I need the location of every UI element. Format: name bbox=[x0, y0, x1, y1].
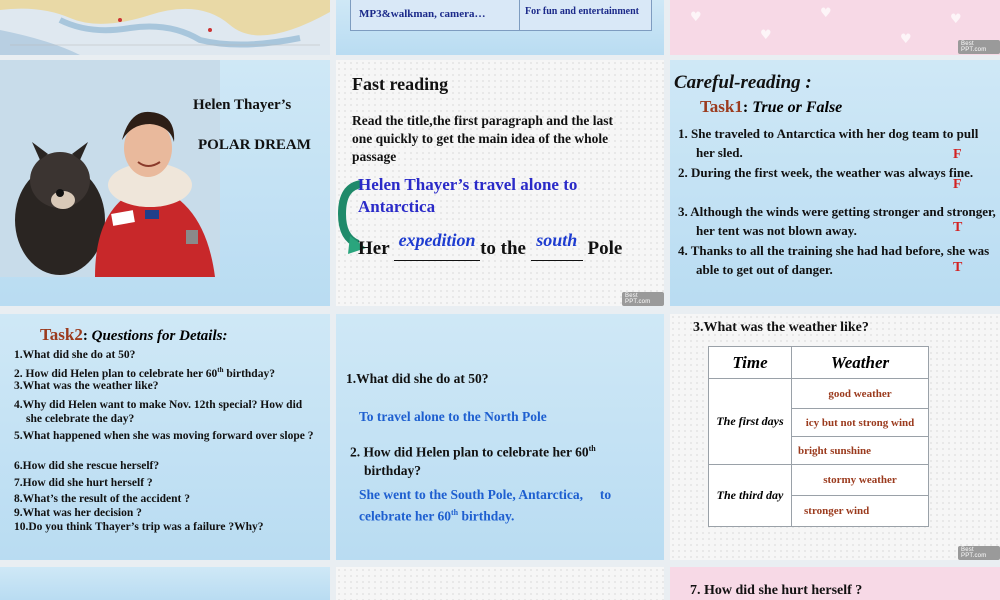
row-third-day: The third day bbox=[709, 465, 792, 527]
tf-answer: T bbox=[953, 260, 963, 275]
question-item: 7.How did she hurt herself ? bbox=[14, 477, 153, 489]
heart-icon: ♥ bbox=[760, 28, 772, 43]
slide-intro bbox=[0, 60, 330, 306]
row-first-days: The first days bbox=[709, 379, 792, 465]
bottom-question: 7. How did she hurt herself ? bbox=[690, 583, 863, 598]
tf-item: 1. She traveled to Antarctica with her dog team to pull her sled. bbox=[678, 126, 979, 160]
col-time-header: Time bbox=[709, 347, 792, 379]
sentence-word: Her bbox=[358, 238, 390, 259]
heart-icon: ♥ bbox=[690, 10, 702, 25]
fast-reading-heading: Fast reading bbox=[352, 74, 449, 94]
weather-cell: stormy weather bbox=[792, 465, 929, 496]
tf-answer: F bbox=[953, 147, 962, 162]
sentence-word: to the bbox=[480, 238, 526, 259]
watermark-logo: Best PPT.com bbox=[958, 40, 1000, 54]
question-item: 2. How did Helen plan to celebrate her 60th birthday? bbox=[14, 366, 275, 380]
question-item: 1.What did she do at 50? bbox=[14, 349, 136, 361]
blank-answer: south bbox=[536, 230, 578, 250]
map-image bbox=[0, 0, 330, 55]
fast-reading-instruction: Read the title,the first paragraph and the last one quickly to get the main idea of the whole passage bbox=[352, 113, 613, 164]
weather-cell: icy but not strong wind bbox=[792, 409, 929, 437]
heart-icon: ♥ bbox=[900, 32, 912, 47]
slide-task2 bbox=[0, 314, 330, 560]
task1-header bbox=[700, 97, 842, 117]
items-table bbox=[350, 0, 652, 31]
slide-bottom-left bbox=[0, 567, 330, 600]
slide-fast-reading bbox=[336, 60, 664, 306]
blank-expedition bbox=[394, 230, 480, 261]
question-item: 9.What was her decision ? bbox=[14, 507, 142, 519]
main-idea: Helen Thayer’s travel alone to Antarctica bbox=[358, 175, 578, 216]
heart-icon: ♥ bbox=[950, 12, 962, 27]
weather-table bbox=[708, 346, 929, 527]
blank-south bbox=[531, 230, 583, 261]
slide-pink-top bbox=[670, 0, 1000, 55]
question-item: 5.What happened when she was moving forward over slope ? bbox=[14, 430, 314, 442]
task1-colon: : bbox=[742, 99, 749, 116]
slide-answers bbox=[336, 314, 664, 560]
task2-header bbox=[40, 325, 227, 345]
question-item: 3.What was the weather like? bbox=[14, 380, 159, 392]
task2-title: Questions for Details: bbox=[91, 328, 228, 344]
question-item: 10.Do you think Thayer’s trip was a failure ?Why? bbox=[14, 521, 264, 533]
tf-answer: F bbox=[953, 177, 962, 192]
question-item: 6.How did she rescue herself? bbox=[14, 460, 160, 472]
watermark-logo: Best PPT.com bbox=[958, 546, 1000, 560]
weather-cell: stronger wind bbox=[792, 496, 929, 527]
weather-cell: good weather bbox=[792, 379, 929, 409]
slide-bottom-middle bbox=[336, 567, 664, 600]
slide-items-table bbox=[336, 0, 664, 55]
tf-item: 4. Thanks to all the training she had had before, she was able to get out of danger. bbox=[678, 243, 990, 277]
helen-with-dog-photo bbox=[0, 60, 220, 277]
tf-item: 2. During the first week, the weather was always fine. bbox=[678, 165, 974, 180]
answer-question-1: 1.What did she do at 50? bbox=[346, 371, 489, 386]
task1-label: Task1 bbox=[700, 97, 743, 116]
task1-title: True or False bbox=[752, 99, 843, 116]
slide-bottom-right bbox=[670, 567, 1000, 600]
answer-2: She went to the South Pole, Antarctica, to celebrate her 60th birthday. bbox=[359, 487, 612, 524]
task2-label: Task2 bbox=[40, 325, 83, 344]
slide-weather bbox=[670, 314, 1000, 560]
table-cell-purpose: For fun and entertainment bbox=[525, 6, 639, 17]
heart-icon: ♥ bbox=[820, 6, 832, 21]
fill-in-sentence bbox=[358, 230, 623, 261]
table-divider bbox=[519, 0, 520, 30]
answer-1: To travel alone to the North Pole bbox=[359, 409, 547, 424]
intro-title: POLAR DREAM bbox=[198, 137, 311, 153]
weather-cell: bright sunshine bbox=[792, 437, 929, 465]
answer-question-2: 2. How did Helen plan to celebrate her 60th birthday? bbox=[350, 444, 596, 478]
slide-map bbox=[0, 0, 330, 55]
blank-answer: expedition bbox=[398, 230, 476, 250]
careful-reading-heading: Careful-reading : bbox=[674, 72, 812, 93]
sentence-word: Pole bbox=[587, 238, 623, 259]
question-item: 4.Why did Helen want to make Nov. 12th special? How did she celebrate the day? bbox=[14, 399, 303, 425]
task2-colon: : bbox=[82, 328, 88, 344]
tf-item: 3. Although the winds were getting stronger and stronger, her tent was not blown away. bbox=[678, 204, 996, 238]
weather-question: 3.What was the weather like? bbox=[693, 320, 869, 335]
col-weather-header: Weather bbox=[792, 347, 929, 379]
slide-careful-reading bbox=[670, 60, 1000, 306]
watermark-logo: Best PPT.com bbox=[622, 292, 664, 306]
intro-name: Helen Thayer’s bbox=[193, 97, 292, 113]
table-cell-items: MP3&walkman, camera… bbox=[359, 8, 486, 20]
question-item: 8.What’s the result of the accident ? bbox=[14, 493, 190, 505]
tf-answer: T bbox=[953, 220, 963, 235]
